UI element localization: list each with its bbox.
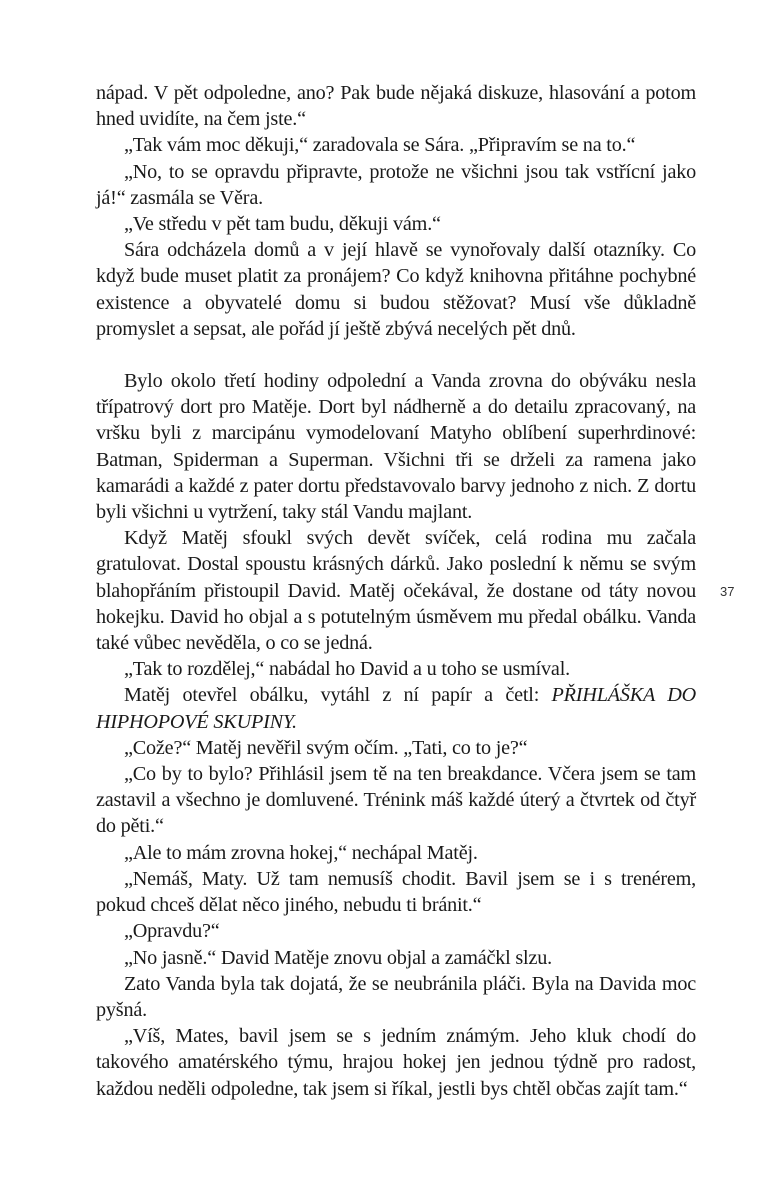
paragraph: „Víš, Mates, bavil jsem se s jedním známým. Jeho kluk chodí do takového amatérského týmu, hrajou hokej jen jednou týdně pro radost, každou neděli odpoledne, tak jsem si říkal, jestli bys chtěl občas zajít tam.“ <box>96 1025 696 1100</box>
paragraph: „Ve středu v pět tam budu, děkuji vám.“ <box>124 213 441 236</box>
page-number: 37 <box>720 584 735 599</box>
paragraph: „Nemáš, Maty. Už tam nemusíš chodit. Bavil jsem se i s trenérem, pokud chceš dělat něco jiného, nebudu ti bránit.“ <box>96 867 696 917</box>
paragraph: Bylo okolo třetí hodiny odpolední a Vanda zrovna do obýváku nesla třípatrový dort pro Matěje. Dort byl nádherně a do detailu zpracovaný, na vršku byli z marcipánu vymodelovaní Matyho oblíbení superhrdinové: Batman, Spiderman a Superman. Všichni tři se drželi za ramena jako kamarádi a každé z pater dortu představovalo barvy jednoho z nich. Z dortu byli všichni u vytržení, taky stál Vandu majlant. <box>96 370 696 524</box>
letter-title-italic: PŘIHLÁŠKA DO HIPHOPOVÉ SKUPINY. <box>96 684 696 733</box>
paragraph: Sára odcházela domů a v její hlavě se vynořovaly další otazníky. Co když bude muset platit za pronájem? Co když knihovna přitáhne pochybné existence a obyvatelé domu si budou stěžovat? Musí vše důkladně promyslet a sepsat, ale pořád jí ještě zbývá necelých pět dnů. <box>96 239 696 340</box>
paragraph: nápad. V pět odpoledne, ano? Pak bude nějaká diskuze, hlasování a potom hned uvidíte, na čem jste.“ <box>96 82 696 131</box>
paragraph: „Opravdu?“ <box>124 920 220 943</box>
paragraph: Zato Vanda byla tak dojatá, že se neubránila pláči. Byla na Davida moc pyšná. <box>96 972 696 1021</box>
paragraph: „Co by to bylo? Přihlásil jsem tě na ten breakdance. Včera jsem se tam zastavil a všechno je domluvené. Trénink máš každé úterý a čtvrtek od čtyř do pěti.“ <box>96 763 696 838</box>
paragraph-letter <box>96 682 696 734</box>
paragraph: Když Matěj sfoukl svých devět svíček, celá rodina mu začala gratulovat. Dostal spoustu krásných dárků. Jako poslední k němu se svým blahopřáním přistoupil David. Matěj očekával, že dostane od táty novou hokejku. David ho objal a s potutelným úsměvem mu předal obálku. Vanda také vůbec nevěděla, o co se jedná. <box>96 527 696 655</box>
section-break <box>96 342 696 368</box>
paragraph: „Tak vám moc děkuji,“ zaradovala se Sára. „Připravím se na to.“ <box>124 134 636 157</box>
letter-intro-text: Matěj otevřel obálku, vytáhl z ní papír a četl: <box>124 684 552 707</box>
book-page-text <box>96 80 696 1102</box>
paragraph: „Ale to mám zrovna hokej,“ nechápal Matěj. <box>124 841 478 864</box>
paragraph: „Tak to rozdělej,“ nabádal ho David a u toho se usmíval. <box>124 658 570 681</box>
paragraph: „Cože?“ Matěj nevěřil svým očím. „Tati, co to je?“ <box>124 736 528 759</box>
paragraph: „No, to se opravdu připravte, protože ne všichni jsou tak vstřícní jako já!“ zasmála se Věra. <box>96 160 696 209</box>
paragraph: „No jasně.“ David Matěje znovu objal a zamáčkl slzu. <box>124 946 552 969</box>
